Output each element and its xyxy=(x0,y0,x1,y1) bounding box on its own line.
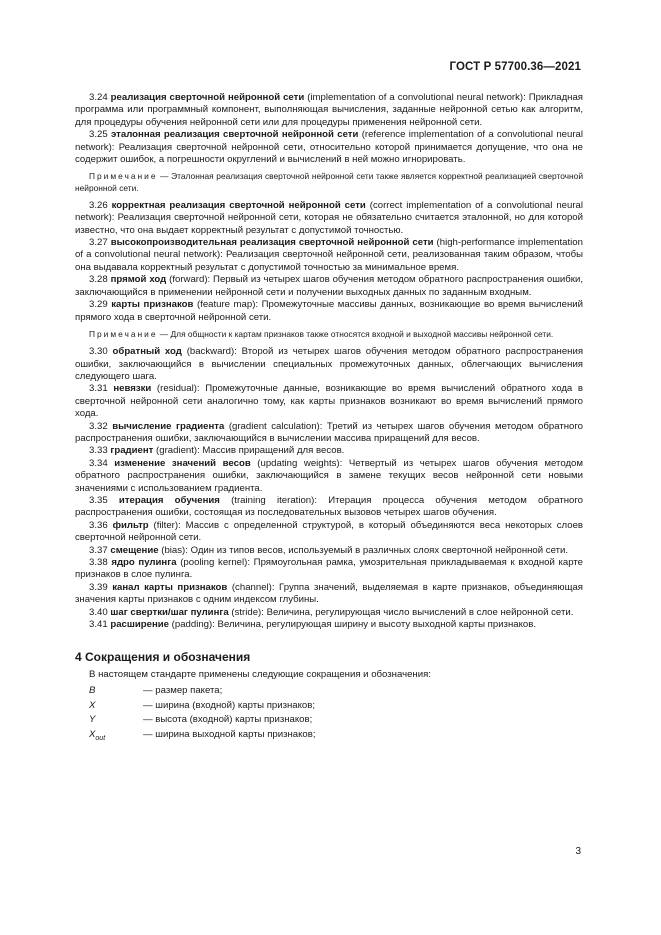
term-title: градиент xyxy=(110,445,154,457)
abbreviation-row xyxy=(75,728,583,745)
term-3-40: 3.40 шаг свертки/шаг пулинга (stride): Величина, регулирующая число вычислений в слое нейронной сети. xyxy=(89,606,574,618)
term-title: смещение xyxy=(110,544,159,556)
term-3-33: 3.33 градиент (gradient): Массив приращений для весов. xyxy=(89,445,345,457)
section-4-title: 4 Сокращения и обозначения xyxy=(75,650,251,665)
term-title: реализация сверточной нейронной сети xyxy=(110,92,305,103)
abbreviation-definition: — размер пакета; xyxy=(143,685,223,697)
term-title: вычисление градиента xyxy=(112,420,225,432)
term-3-38: 3.38 ядро пулинга (pooling kernel): Прямоугольная рамка, умозрительная прикладываемая к входной карте признаков в слое пулинга. xyxy=(75,557,584,581)
abbreviation-symbol: Y xyxy=(89,714,96,726)
note-label: Примечание xyxy=(89,171,158,182)
term-title: высокопроизводительная реализация сверточной нейронной сети xyxy=(110,237,434,249)
page-number: 3 xyxy=(575,846,581,857)
abbreviation-definition: — высота (входной) карты признаков; xyxy=(143,714,313,726)
abbreviation-row xyxy=(75,699,583,713)
abbreviation-definition: — ширина выходной карты признаков; xyxy=(143,728,316,740)
document-body xyxy=(75,92,583,746)
abbreviation-definition: — ширина (входной) карты признаков; xyxy=(143,699,316,711)
term-3-27: 3.27 высокопроизводительная реализация сверточной нейронной сети (high-performance implementation of a convolutional neural network): Реализация сверточной нейронной сети, реализованная таким образом, чтобы она выдавала корректный результат с допустимой точностью за минимальное время. xyxy=(75,237,583,273)
term-3-24: 3.24 реализация сверточной нейронной сети (implementation of a convolutional neural network): Прикладная программа или программный компонент, выполняющая вычисления, заданные нейронной сетью как алгоритм, для процедуры обучения нейронной сети или для процедуры применения нейронной сети. xyxy=(75,92,583,128)
abbreviation-subscript: out xyxy=(95,734,106,742)
term-3-25: 3.25 эталонная реализация сверточной нейронной сети (reference implementation of a convolutional neural network): Реализация сверточной нейронной сети, относительно которой принимается допущение, что она не содержит ошибок, а погрешности округлений и вычислений в ней можно игнорировать. xyxy=(75,129,583,166)
term-title: ядро пулинга xyxy=(111,557,177,569)
term-title: фильтр xyxy=(112,519,149,531)
abbreviation-symbol: B xyxy=(89,685,96,697)
term-3-34: 3.34 изменение значений весов (updating weights): Четвертый из четырех шагов обучения методом обратного распространения ошибки, заключающийся в замене текущих весов нейронной сети новыми значениями с использованием градиента. xyxy=(75,457,583,494)
note-2: Примечание — Для общности к картам признаков также относятся входной и выходной массивы нейронной сети. xyxy=(89,328,554,339)
term-title: прямой ход xyxy=(110,274,167,286)
term-title: расширение xyxy=(110,619,170,631)
abbreviation-row xyxy=(75,713,583,727)
term-title: обратный ход xyxy=(112,346,182,358)
note-label: Примечание xyxy=(89,328,158,339)
abbreviation-symbol: $X_{out}$ xyxy=(89,728,106,742)
term-3-32: 3.32 вычисление градиента (gradient calculation): Третий из четырех шагов обучения методом обратного распространения ошибки, заключающийся в вычислении массива приращений для весов. xyxy=(75,420,583,444)
term-3-36: 3.36 фильтр (filter): Массив с определенной структурой, в который объединяются веса некоторых слоев сверточной нейронной сети. xyxy=(75,519,584,544)
term-title: шаг свертки/шаг пулинга xyxy=(110,606,229,618)
term-title: итерация обучения xyxy=(118,494,220,506)
term-3-39: 3.39 канал карты признаков (channel): Группа значений, выделяемая в карте признаков, объединяющая значения карты признаков с одним индексом глубины. xyxy=(75,581,583,606)
term-3-29: 3.29 карты признаков (feature map): Промежуточные массивы данных, возникающие во время вычислений прямого хода в сверточной нейронной сети. xyxy=(75,299,584,323)
term-3-26: 3.26 корректная реализация сверточной нейронной сети (correct implementation of a convolutional neural network): Реализация сверточной нейронной сети, которая не обязательно считается эталонной, но для которой известно, что она выдает корректный результат с допустимой точностью. xyxy=(75,199,583,236)
term-3-37: 3.37 смещение (bias): Один из типов весов, используемый в различных слоях сверточной нейронной сети. xyxy=(89,544,569,556)
term-3-31: 3.31 невязки (residual): Промежуточные данные, возникающие во время вычислений обратного хода в сверточной нейронной сети аналогично тому, как карты признаков возникают во время вычислений прямого хода. xyxy=(75,383,583,420)
term-3-28: 3.28 прямой ход (forward): Первый из четырех шагов обучения методом обратного распространения ошибки, заключающийся в применении нейронной сети и получении выходных данных по заданным входным. xyxy=(75,274,584,298)
term-title: изменение значений весов xyxy=(114,457,251,469)
term-title: канал карты признаков xyxy=(112,581,228,593)
abbreviation-row xyxy=(75,684,583,698)
note-1: Примечание — Эталонная реализация сверточной нейронной сети также является корректной реализацией сверточной нейронной сети. xyxy=(75,171,583,193)
abbreviation-symbol: X xyxy=(89,699,96,711)
term-title: карты признаков xyxy=(111,299,194,311)
section-4-intro: В настоящем стандарте применены следующие сокращения и обозначения: xyxy=(89,668,431,680)
term-3-41: 3.41 расширение (padding): Величина, регулирующая ширину и высоту выходной карты признаков. xyxy=(89,619,536,631)
term-3-30: 3.30 обратный ход (backward): Второй из четырех шагов обучения методом обратного распространения ошибки, заключающийся в вычислении специальных промежуточных данных, облегчающих вычисления следующего шага. xyxy=(75,346,584,382)
term-3-35: 3.35 итерация обучения (training iteration): Итерация процесса обучения методом обратного распространения ошибки, состоящая из последовательных вызовов четырех шагов обучения. xyxy=(75,494,583,519)
term-title: невязки xyxy=(113,383,152,395)
term-title: корректная реализация сверточной нейронной сети xyxy=(111,199,366,211)
standard-header: ГОСТ Р 57700.36—2021 xyxy=(449,61,581,73)
term-title: эталонная реализация сверточной нейронной сети xyxy=(111,129,359,141)
